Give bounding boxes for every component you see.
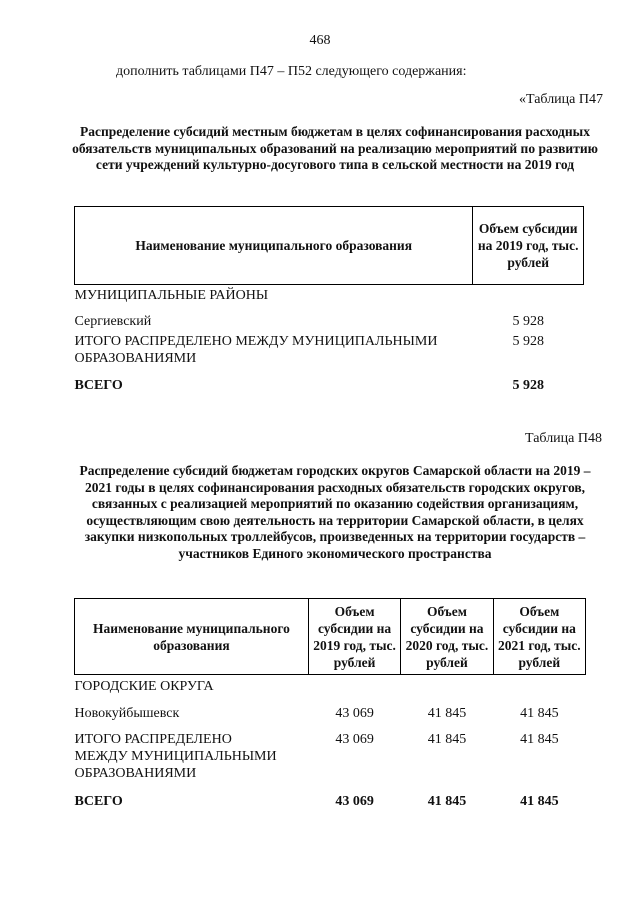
section-row bbox=[75, 285, 584, 307]
row-value: 5 928 bbox=[512, 333, 544, 349]
row-value-2019: 43 069 bbox=[335, 731, 374, 747]
row-value: 5 928 bbox=[512, 313, 544, 329]
total-value: 5 928 bbox=[512, 377, 544, 393]
row-name: ИТОГО РАСПРЕДЕЛЕНО МЕЖДУ МУНИЦИПАЛЬНЫМИ ОБРАЗОВАНИЯМИ bbox=[74, 333, 438, 366]
header-subsidy-2019: Объем субсидии на 2019 год, тыс. рублей bbox=[473, 207, 584, 285]
header-subsidy-2019: Объем субсидии на 2019 год, тыс. рублей bbox=[308, 599, 400, 675]
header-municipality: Наименование муниципального образования bbox=[75, 599, 309, 675]
table-label-p47: «Таблица П47 bbox=[519, 92, 603, 107]
table-label-p48: Таблица П48 bbox=[525, 431, 602, 446]
table-title-p47: Распределение субсидий местным бюджетам в целях софинансирования расходных обязательств муниципальных образований на реализацию мероприятий по развитию сети учреждений культурно-досугового типа в сельской местности на 2019 год bbox=[72, 124, 598, 172]
table-p48 bbox=[74, 598, 586, 813]
row-value-2021: 41 845 bbox=[520, 731, 559, 747]
intro-text: дополнить таблицами П47 – П52 следующего содержания: bbox=[116, 64, 467, 79]
table-row bbox=[75, 331, 584, 375]
section-label: ГОРОДСКИЕ ОКРУГА bbox=[74, 679, 214, 694]
total-label: ВСЕГО bbox=[74, 793, 123, 809]
header-municipality: Наименование муниципального образования bbox=[75, 207, 473, 285]
row-name: Сергиевский bbox=[74, 313, 152, 329]
table-header-row bbox=[75, 599, 586, 675]
table-title-p48: Распределение субсидий бюджетам городских округов Самарской области на 2019 – 2021 годы в целях софинансирования расходных обязательств городских округов, связанных с реализацией мероприятий по оказанию содействия организациям, осуществляющим свою деятельность на территории Самарской области, в целях закупки низкопольных троллейбусов, произведенных на территории государств – участников Единого экономического пространства bbox=[79, 463, 591, 561]
row-value-2021: 41 845 bbox=[520, 705, 559, 721]
header-subsidy-2021: Объем субсидии на 2021 год, тыс. рублей bbox=[493, 599, 585, 675]
total-row bbox=[75, 791, 586, 813]
row-value-2020: 41 845 bbox=[427, 705, 467, 721]
row-value-2020: 41 845 bbox=[427, 731, 467, 747]
page-number: 468 bbox=[309, 33, 331, 48]
header-subsidy-2020: Объем субсидии на 2020 год, тыс. рублей bbox=[401, 599, 493, 675]
total-value-2021: 41 845 bbox=[520, 793, 559, 809]
table-row bbox=[75, 307, 584, 331]
total-value-2020: 41 845 bbox=[427, 793, 467, 809]
total-row bbox=[75, 375, 584, 397]
row-name: Новокуйбышевск bbox=[74, 705, 180, 721]
total-value-2019: 43 069 bbox=[335, 793, 374, 809]
row-value-2019: 43 069 bbox=[335, 705, 374, 721]
total-label: ВСЕГО bbox=[74, 377, 123, 393]
table-row bbox=[75, 697, 586, 723]
section-row bbox=[75, 675, 586, 697]
table-header-row bbox=[75, 207, 584, 285]
table-row bbox=[75, 723, 586, 791]
section-label: МУНИЦИПАЛЬНЫЕ РАЙОНЫ bbox=[74, 288, 269, 303]
row-name: ИТОГО РАСПРЕДЕЛЕНО МЕЖДУ МУНИЦИПАЛЬНЫМИ ОБРАЗОВАНИЯМИ bbox=[74, 731, 277, 781]
table-p47 bbox=[74, 206, 584, 397]
